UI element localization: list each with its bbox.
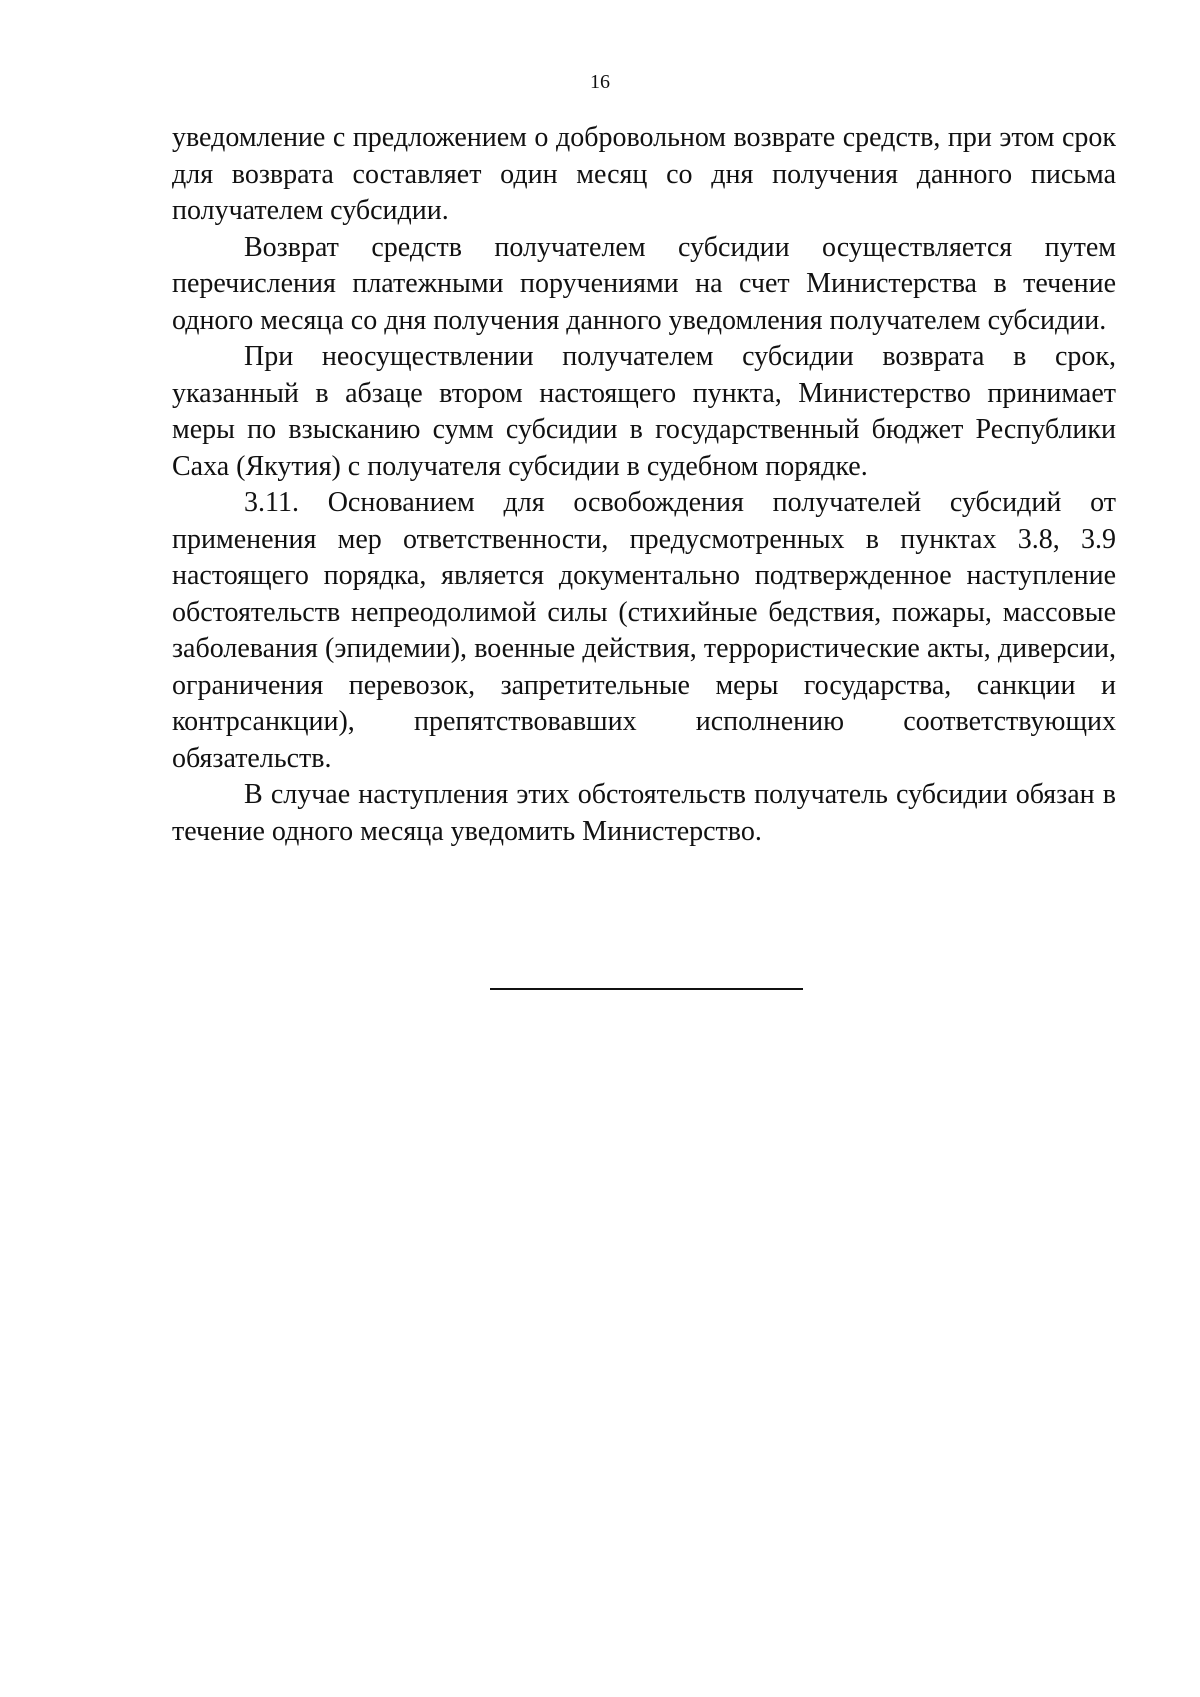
end-of-document-separator — [490, 988, 803, 990]
paragraph-refund-procedure: Возврат средств получателем субсидии осуществляется путем перечисления платежными поручениями на счет Министерства в течение одного месяца со дня получения данного уведомления получателем субсидии. — [172, 231, 1116, 336]
paragraph-force-majeure: 3.11. Основанием для освобождения получателей субсидий от применения мер ответственности, предусмотренных в пунктах 3.8, 3.9 настоящего порядка, является документально подтвержденное наступление обстоятельств непреодолимой силы (стихийные бедствия, пожары, массовые заболевания (эпидемии), военные действия, террористические акты, диверсии, ограничения перевозок, запретительные меры государства, санкции и контрсанкции), препятствовавших исполнению соответствующих обязательств. — [172, 487, 1116, 774]
paragraph-notification-duty: В случае наступления этих обстоятельств получатель субсидии обязан в течение одного месяца уведомить Министерство. — [172, 779, 1116, 847]
document-body — [172, 120, 1116, 850]
paragraph-recovery-measures: При неосуществлении получателем субсидии возврата в срок, указанный в абзаце втором настоящего пункта, Министерство принимает меры по взысканию сумм субсидии в государственный бюджет Республики Саха (Якутия) с получателя субсидии в судебном порядке. — [172, 341, 1116, 482]
page-number: 16 — [590, 71, 610, 93]
paragraph-continuation: уведомление с предложением о добровольном возврате средств, при этом срок для возврата составляет один месяц со дня получения данного письма получателем субсидии. — [172, 122, 1116, 226]
